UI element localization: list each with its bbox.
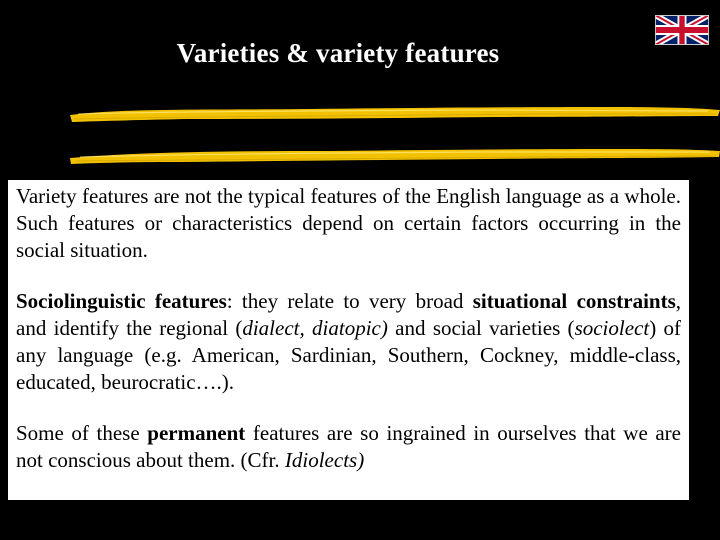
highlight-stroke-top [68,104,720,124]
term-permanent: permanent [147,421,246,445]
slide-title: Varieties & variety features [176,38,500,68]
content-box [8,180,689,500]
paragraph-2-text-c: and social varieties ( [387,316,575,340]
paragraph-3-text-a: Some of these [16,421,148,445]
term-dialect-diatopic: dialect, diatopic) [242,316,388,340]
paragraph-sociolinguistic-features [16,288,681,396]
highlight-stroke-bottom [68,146,720,166]
term-situational-constraints: situational constraints [472,289,676,313]
paragraph-permanent-features [16,420,681,474]
paragraph-2-text-a: : they relate to very broad [226,289,473,313]
paragraph-2-text-b: , and identify the regional ( [16,289,682,340]
uk-flag-icon [655,15,709,45]
paragraph-1-text: Variety features are not the typical features of the English language as a whole. Such features or characteristics depend on certain factors occurring in the social situation. [16,184,681,262]
paragraph-2-text-d: ) of any language (e.g. American, Sardinian, Southern, Cockney, middle-class, educated, beurocratic….). [16,316,682,394]
paragraph-3-text-b: features are so ingrained in ourselves that we are not conscious about them. (Cfr. [16,421,681,472]
term-idiolects: Idiolects) [284,448,365,472]
paragraph-variety-features [16,183,681,264]
term-sociolect: sociolect [574,316,650,340]
term-sociolinguistic-features: Sociolinguistic features [16,289,227,313]
